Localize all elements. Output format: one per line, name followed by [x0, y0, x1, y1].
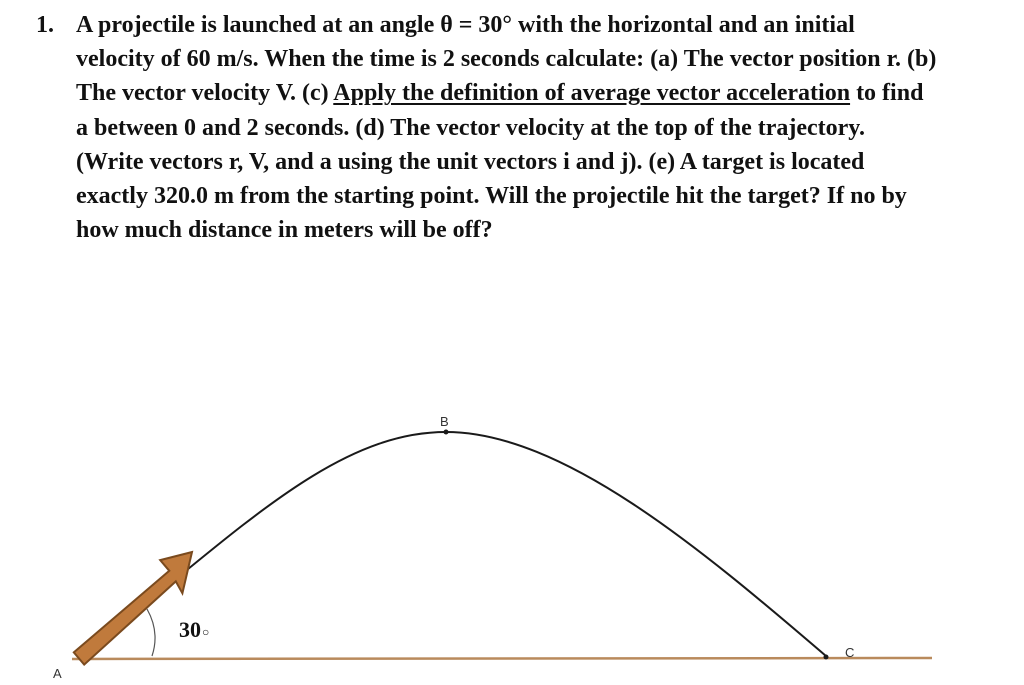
angle-label	[179, 617, 209, 642]
point-a-label: A	[53, 666, 62, 681]
problem-line-4: a between 0 and 2 seconds. (d) The vector velocity at the top of the trajectory.	[76, 114, 865, 141]
problem-line-2: velocity of 60 m/s. When the time is 2 seconds calculate: (a) The vector position r. (b)	[76, 46, 937, 73]
problem-line-7: how much distance in meters will be off?	[76, 217, 493, 244]
initial-velocity-arrow	[74, 552, 192, 665]
underlined-phrase: Apply the definition of average vector acceleration	[333, 80, 851, 107]
ground-line	[72, 658, 932, 659]
angle-degree-symbol: ○	[202, 625, 210, 639]
point-c-dot	[824, 655, 829, 660]
problem-line-3-after: to find	[850, 80, 924, 107]
problem-number: 1.	[36, 12, 54, 38]
problem-line-5: (Write vectors r, V, and a using the unit vectors i and j). (e) A target is located	[76, 148, 865, 175]
point-b-dot	[444, 430, 449, 435]
problem-line-6: exactly 320.0 m from the starting point. Will the projectile hit the target? If no by	[76, 183, 907, 209]
point-c-label: C	[845, 645, 855, 660]
angle-value: 30	[179, 617, 201, 642]
problem-line-3-before: The vector velocity V. (c)	[76, 80, 334, 107]
point-b-label: B	[440, 414, 449, 429]
angle-arc	[147, 609, 155, 656]
problem-line-1: A projectile is launched at an angle θ = 30° with the horizontal and an initial	[76, 12, 855, 38]
